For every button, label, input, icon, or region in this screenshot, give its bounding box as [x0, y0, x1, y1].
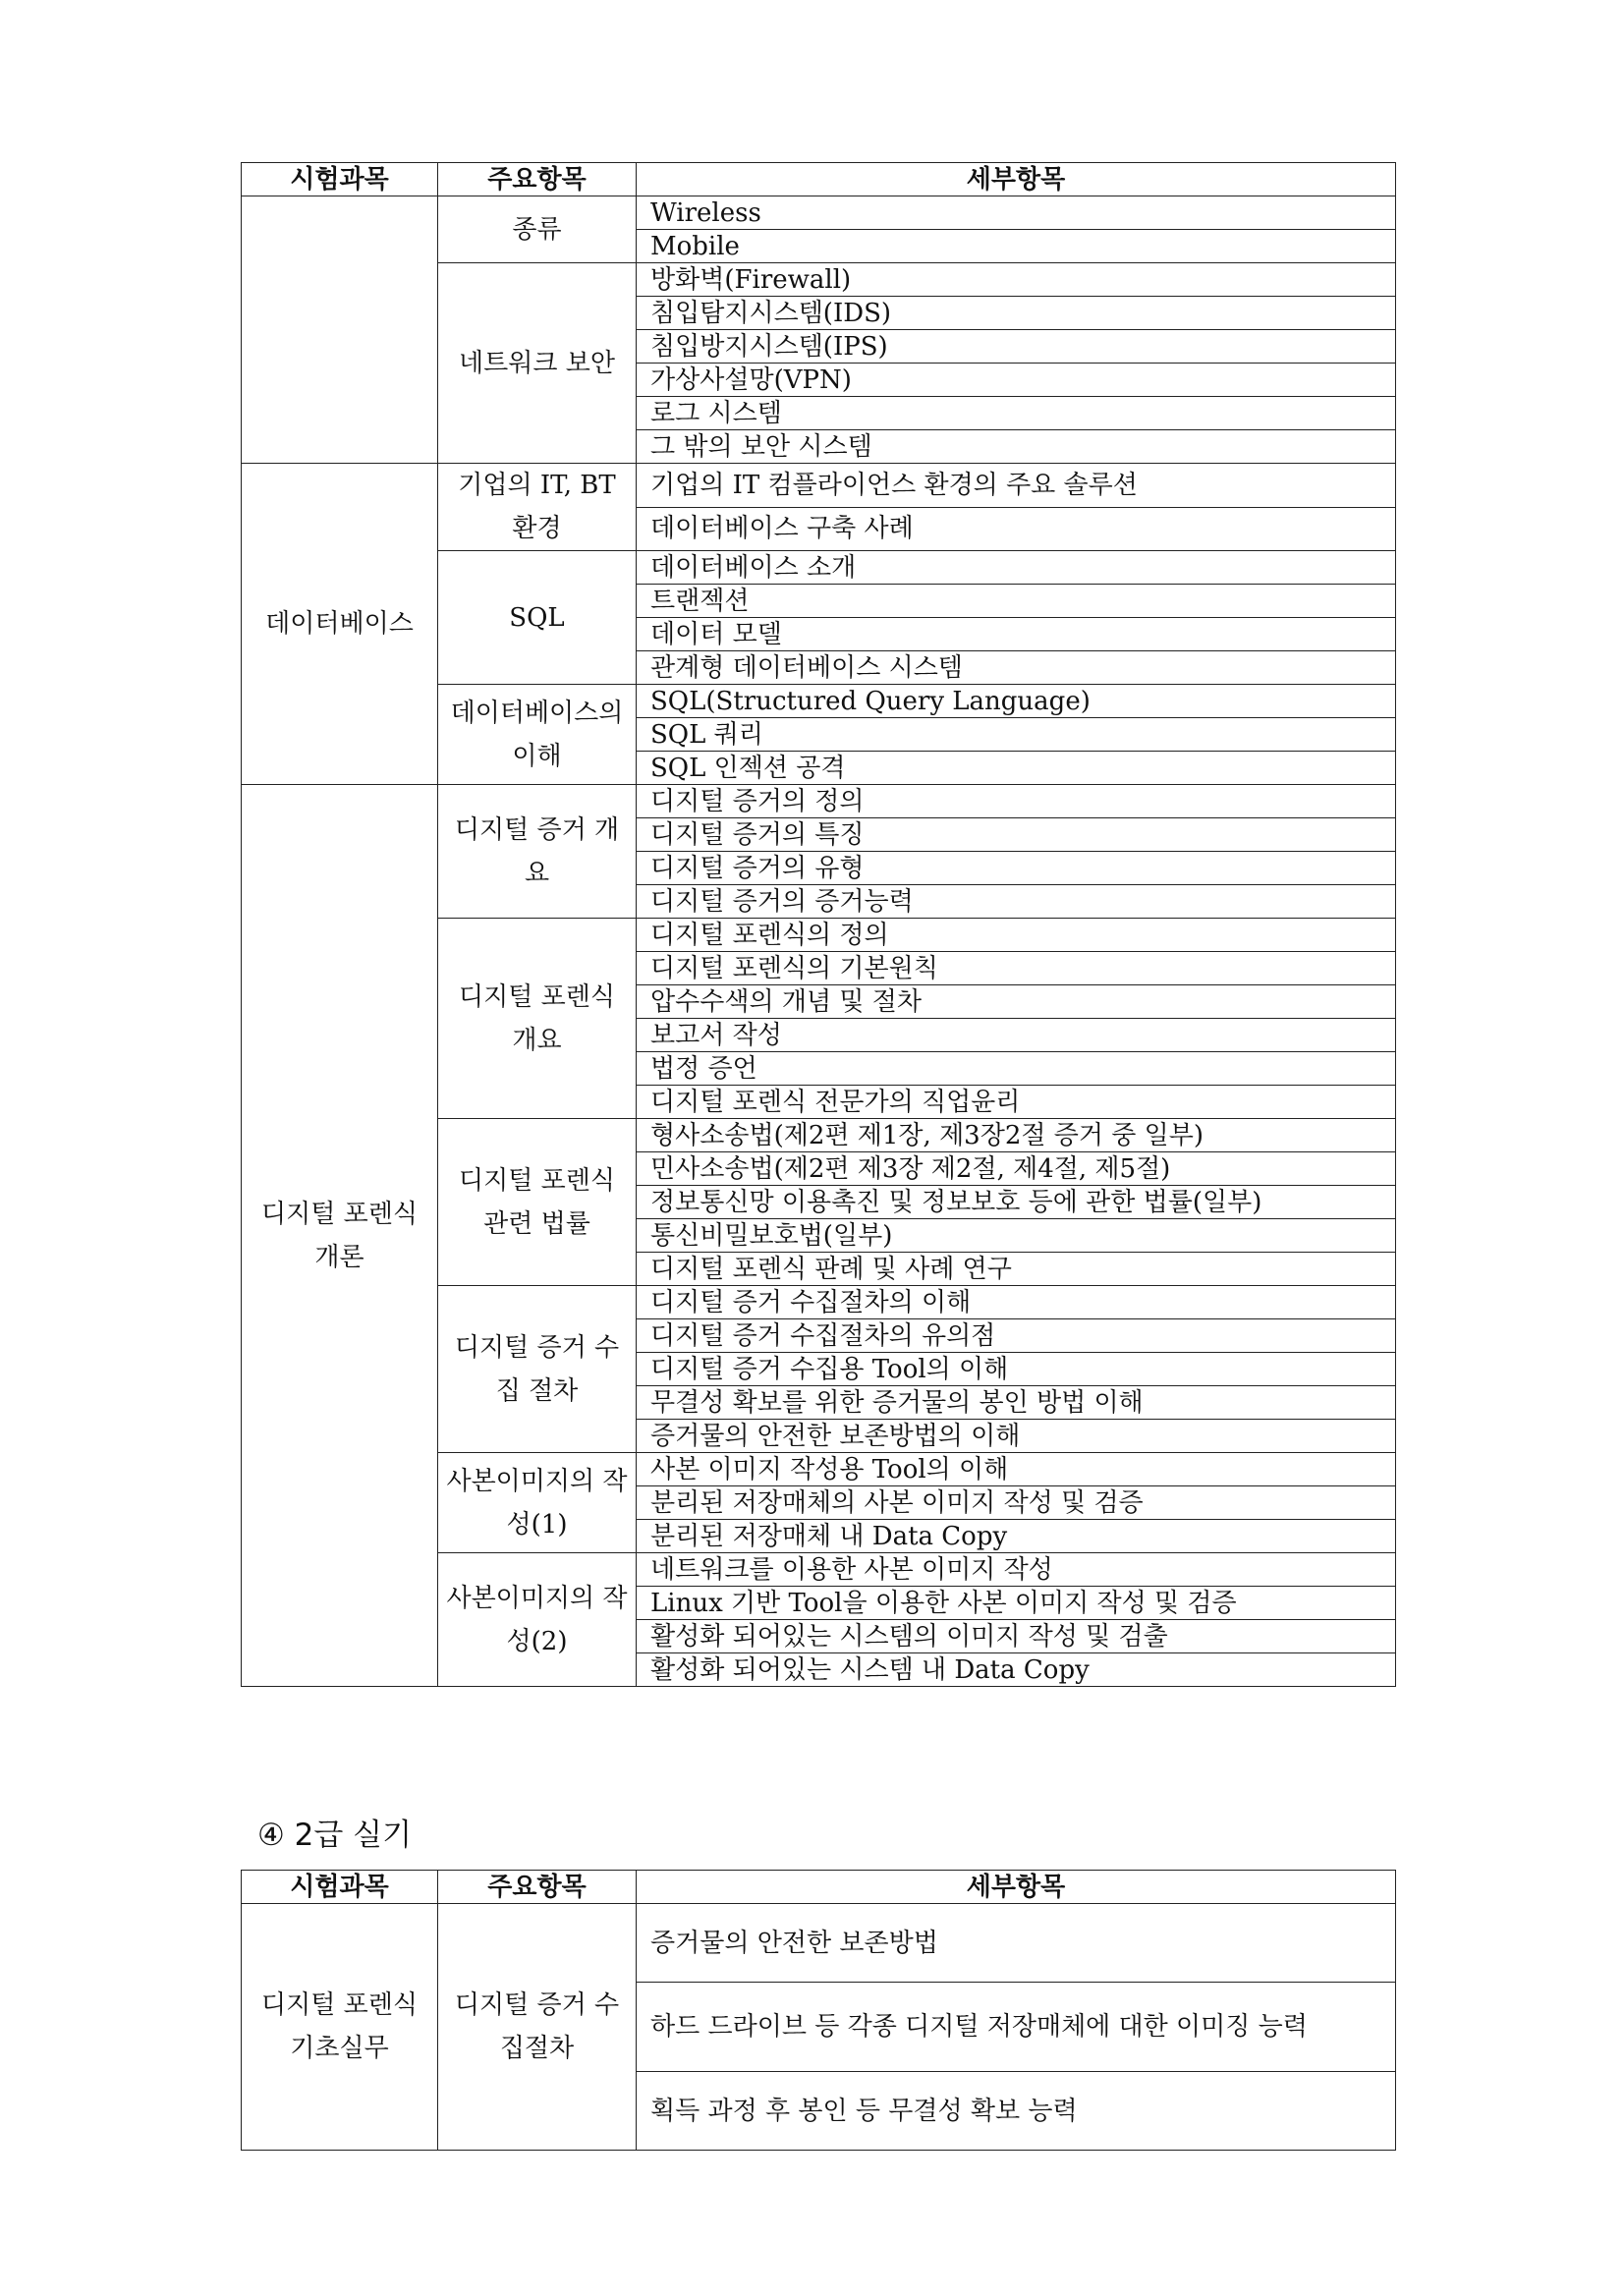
detail-cell: 디지털 포렌식의 정의	[637, 919, 1396, 952]
header-main-item: 주요항목	[438, 163, 637, 196]
main-item-cell: 데이터베이스의 이해	[438, 685, 637, 785]
detail-cell: 통신비밀보호법(일부)	[637, 1219, 1396, 1253]
detail-cell: 그 밖의 보안 시스템	[637, 430, 1396, 464]
main-item-cell: 기업의 IT, BT 환경	[438, 464, 637, 551]
detail-cell: 디지털 포렌식의 기본원칙	[637, 952, 1396, 985]
detail-cell: 로그 시스템	[637, 397, 1396, 430]
detail-cell: 형사소송법(제2편 제1장, 제3장2절 증거 중 일부)	[637, 1119, 1396, 1152]
header-detail-item: 세부항목	[637, 163, 1396, 196]
detail-cell: 방화벽(Firewall)	[637, 263, 1396, 297]
main-item-cell: 디지털 증거 개요	[438, 785, 637, 919]
main-item-cell: 디지털 포렌식 개요	[438, 919, 637, 1119]
main-item-cell: 사본이미지의 작성(1)	[438, 1453, 637, 1553]
detail-cell: 디지털 증거의 정의	[637, 785, 1396, 818]
detail-cell: 가상사설망(VPN)	[637, 364, 1396, 397]
detail-cell: 디지털 포렌식 판례 및 사례 연구	[637, 1253, 1396, 1286]
detail-cell: 사본 이미지 작성용 Tool의 이해	[637, 1453, 1396, 1486]
detail-cell: 법정 증언	[637, 1052, 1396, 1086]
detail-cell: 디지털 증거의 유형	[637, 852, 1396, 885]
main-item-cell: 디지털 증거 수집절차	[438, 1904, 637, 2151]
detail-cell: 획득 과정 후 봉인 등 무결성 확보 능력	[637, 2072, 1396, 2151]
detail-cell: 증거물의 안전한 보존방법의 이해	[637, 1420, 1396, 1453]
header-detail-item: 세부항목	[637, 1871, 1396, 1904]
exam-table-grade1	[241, 162, 1396, 1687]
detail-cell: 분리된 저장매체의 사본 이미지 작성 및 검증	[637, 1486, 1396, 1520]
detail-cell: Mobile	[637, 230, 1396, 263]
detail-cell: 활성화 되어있는 시스템의 이미지 작성 및 검출	[637, 1620, 1396, 1653]
main-item-cell: SQL	[438, 551, 637, 685]
detail-cell: 디지털 증거 수집절차의 이해	[637, 1286, 1396, 1319]
detail-cell: 디지털 증거의 증거능력	[637, 885, 1396, 919]
subject-cell-forensics: 디지털 포렌식 개론	[242, 785, 438, 1687]
detail-cell: SQL 인젝션 공격	[637, 752, 1396, 785]
detail-cell: 데이터 모델	[637, 618, 1396, 651]
detail-cell: 침입방지시스템(IPS)	[637, 330, 1396, 364]
detail-cell: 정보통신망 이용촉진 및 정보보호 등에 관한 법률(일부)	[637, 1186, 1396, 1219]
detail-cell: 네트워크를 이용한 사본 이미지 작성	[637, 1553, 1396, 1587]
detail-cell: 디지털 증거의 특징	[637, 818, 1396, 852]
detail-cell: 활성화 되어있는 시스템 내 Data Copy	[637, 1653, 1396, 1687]
subject-cell-database: 데이터베이스	[242, 464, 438, 785]
detail-cell: 디지털 증거 수집절차의 유의점	[637, 1319, 1396, 1353]
detail-cell: 침입탐지시스템(IDS)	[637, 297, 1396, 330]
detail-cell: Linux 기반 Tool을 이용한 사본 이미지 작성 및 검증	[637, 1587, 1396, 1620]
detail-cell: 데이터베이스 구축 사례	[637, 507, 1396, 551]
main-item-cell: 디지털 포렌식 관련 법률	[438, 1119, 637, 1286]
detail-cell: 트랜젝션	[637, 585, 1396, 618]
main-item-cell: 사본이미지의 작성(2)	[438, 1553, 637, 1687]
detail-cell: Wireless	[637, 196, 1396, 230]
main-item-cell: 네트워크 보안	[438, 263, 637, 464]
detail-cell: 민사소송법(제2편 제3장 제2절, 제4절, 제5절)	[637, 1152, 1396, 1186]
subject-cell-network	[242, 196, 438, 464]
header-main-item: 주요항목	[438, 1871, 637, 1904]
subject-cell-practical: 디지털 포렌식 기초실무	[242, 1904, 438, 2151]
detail-cell: 보고서 작성	[637, 1019, 1396, 1052]
exam-table-grade2-practical	[241, 1870, 1396, 2151]
detail-cell: 증거물의 안전한 보존방법	[637, 1904, 1396, 1983]
detail-cell: 디지털 포렌식 전문가의 직업윤리	[637, 1086, 1396, 1119]
detail-cell: 분리된 저장매체 내 Data Copy	[637, 1520, 1396, 1553]
detail-cell: SQL 쿼리	[637, 718, 1396, 752]
detail-cell: 관계형 데이터베이스 시스템	[637, 651, 1396, 685]
detail-cell: SQL(Structured Query Language)	[637, 685, 1396, 718]
detail-cell: 압수수색의 개념 및 절차	[637, 985, 1396, 1019]
detail-cell: 무결성 확보를 위한 증거물의 봉인 방법 이해	[637, 1386, 1396, 1420]
detail-cell: 데이터베이스 소개	[637, 551, 1396, 585]
detail-cell: 하드 드라이브 등 각종 디지털 저장매체에 대한 이미징 능력	[637, 1983, 1396, 2072]
main-item-cell: 종류	[438, 196, 637, 263]
header-subject: 시험과목	[242, 1871, 438, 1904]
detail-cell: 디지털 증거 수집용 Tool의 이해	[637, 1353, 1396, 1386]
main-item-cell: 디지털 증거 수집 절차	[438, 1286, 637, 1453]
section-heading: ④ 2급 실기	[257, 1818, 413, 1853]
header-subject: 시험과목	[242, 163, 438, 196]
detail-cell: 기업의 IT 컴플라이언스 환경의 주요 솔루션	[637, 464, 1396, 508]
